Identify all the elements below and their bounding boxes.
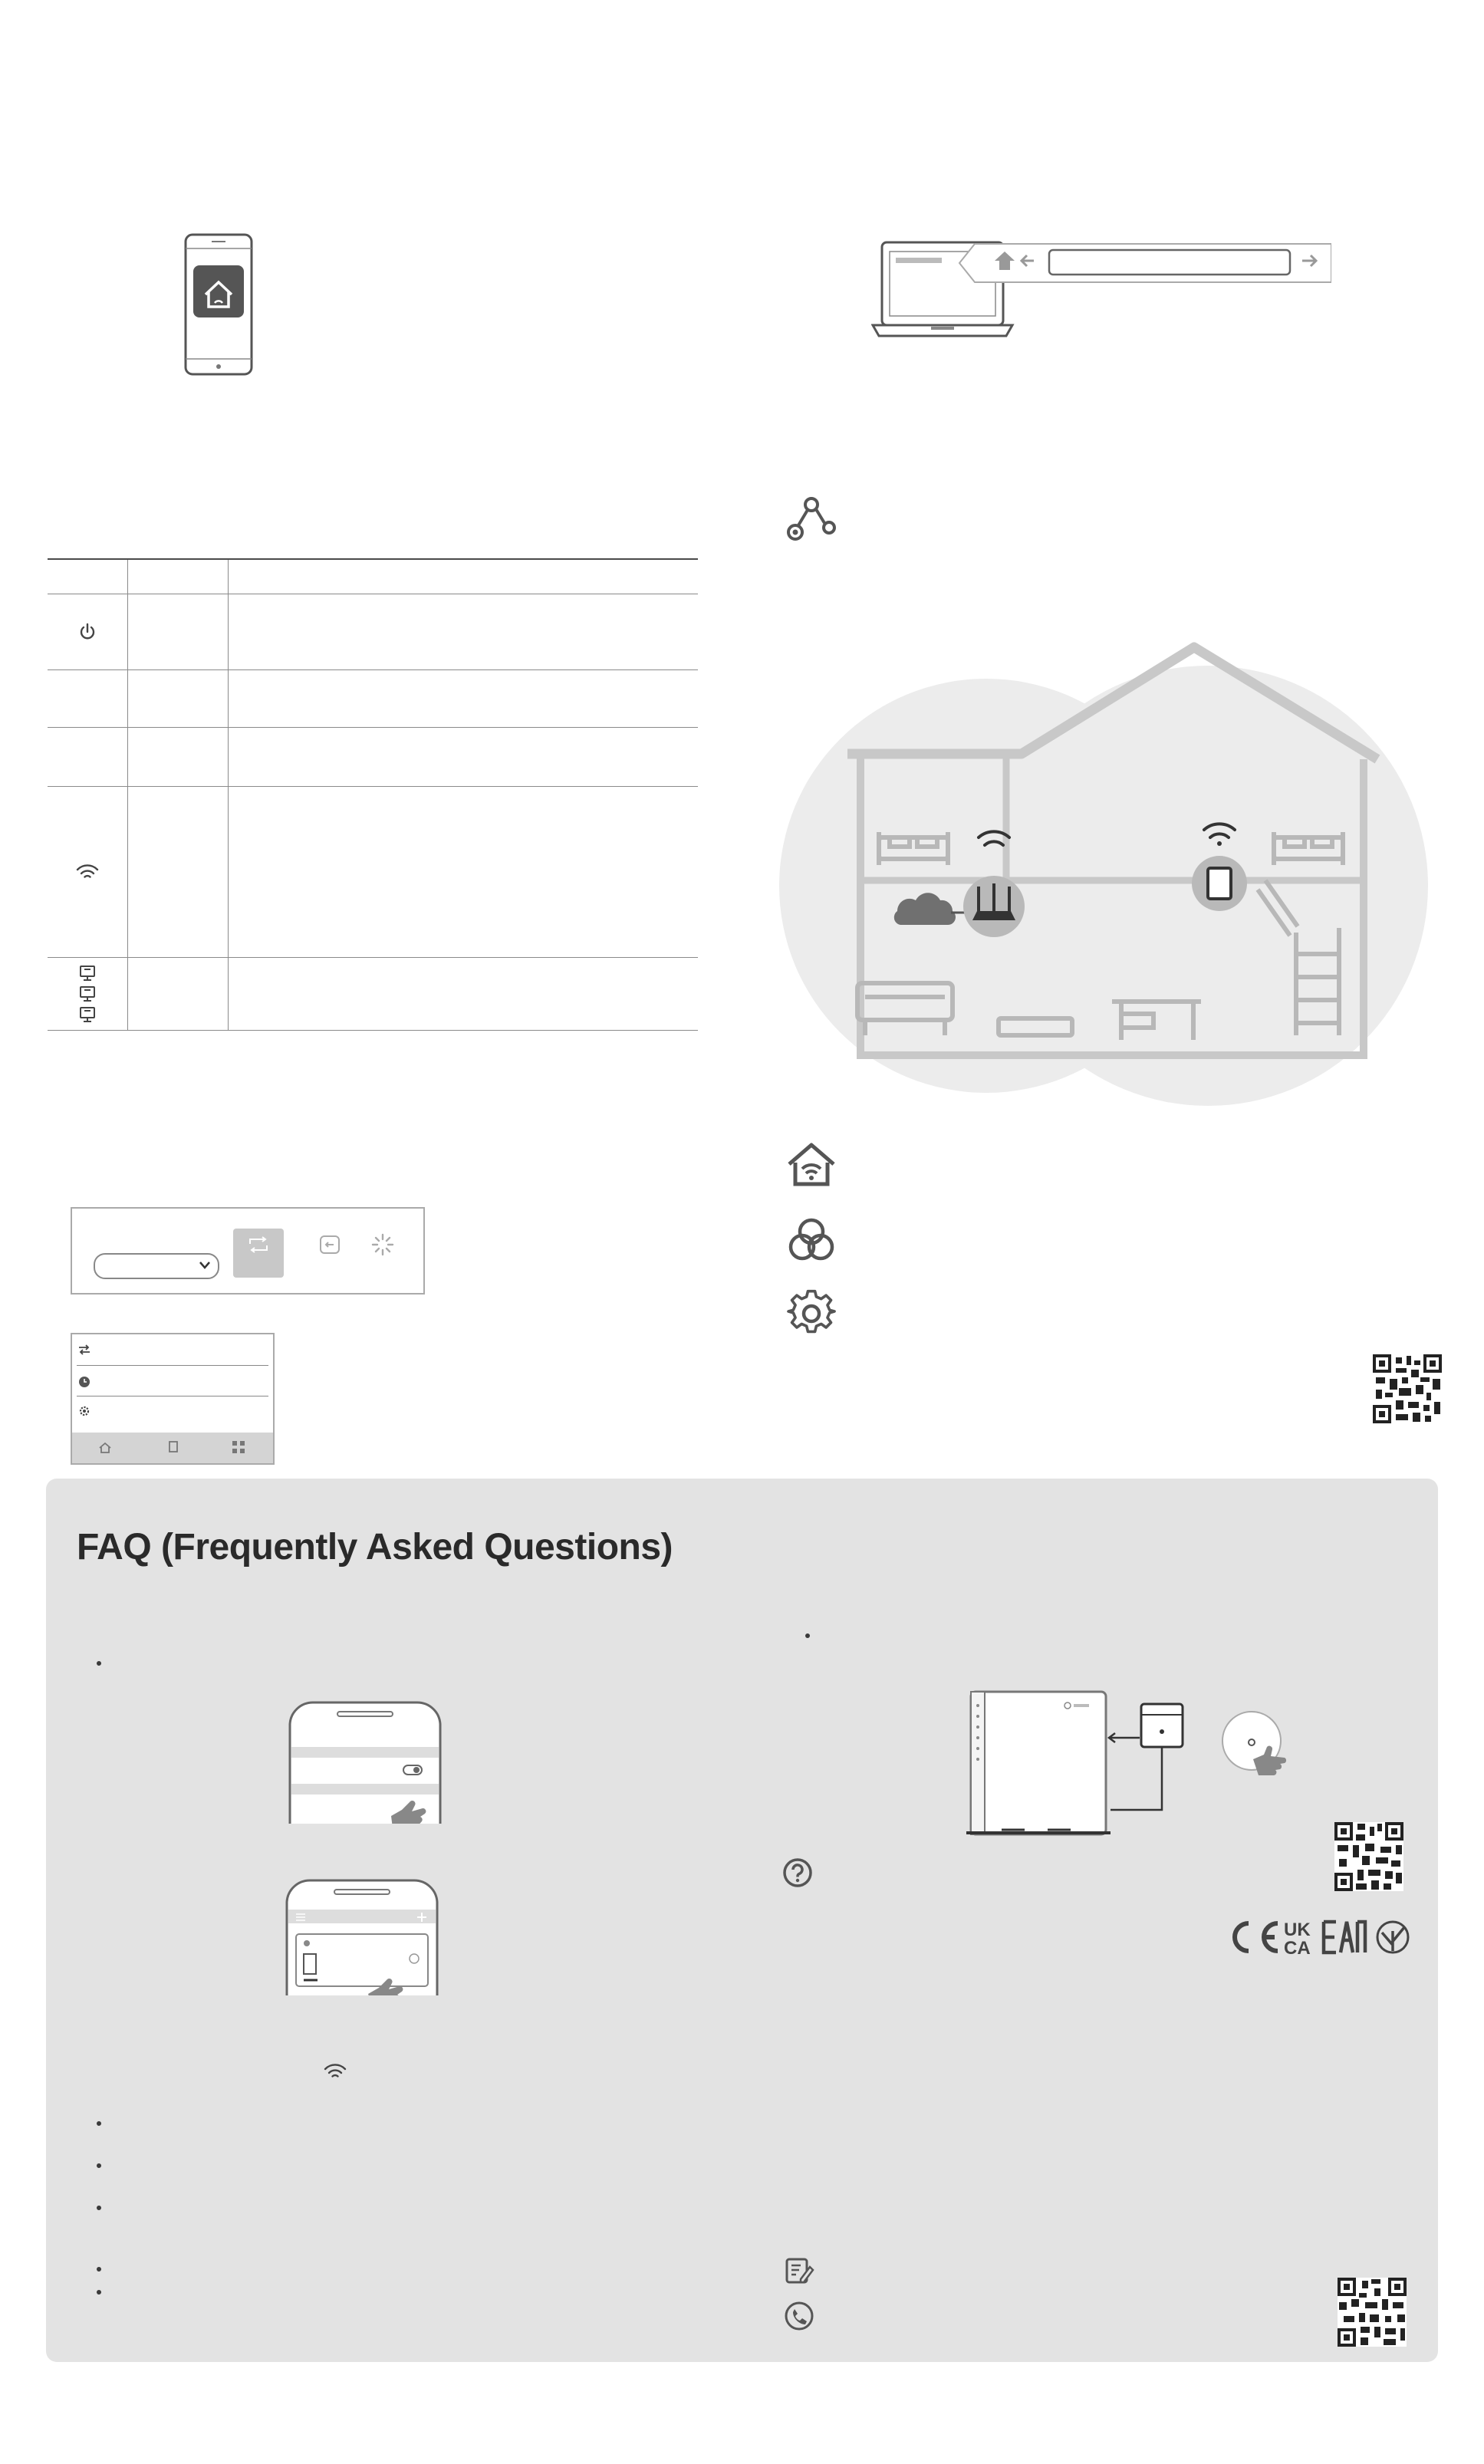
wifi-icon [76, 864, 99, 880]
table-row [48, 594, 698, 670]
svg-text:UK: UK [1284, 1920, 1311, 1940]
device-icon [319, 1235, 341, 1255]
more-icon[interactable] [232, 1440, 245, 1454]
qr-code [1334, 1822, 1403, 1891]
device-tab-icon[interactable] [167, 1440, 179, 1454]
gear-icon [78, 1405, 90, 1417]
loading-spinner-icon [371, 1233, 394, 1256]
bullet [97, 2163, 101, 2168]
home-wifi-icon [786, 1141, 837, 1189]
phone-settings-mockup [288, 1701, 442, 1824]
faq-title: FAQ (Frequently Asked Questions) [77, 1527, 673, 1568]
bullet [97, 1661, 101, 1666]
mode-switch-button[interactable] [233, 1229, 284, 1278]
notes-icon [784, 2255, 814, 2285]
table-header-row [48, 559, 698, 594]
house-coverage-illustration [775, 637, 1449, 1112]
device-select[interactable] [94, 1253, 219, 1279]
phone-device-list-mockup [285, 1879, 439, 1995]
network-nodes-icon [786, 497, 837, 543]
bullet [97, 2290, 101, 2295]
table-row [48, 958, 698, 1031]
menu-item[interactable] [77, 1334, 268, 1366]
bottom-tab-bar [72, 1433, 273, 1463]
switch-arrows-icon [247, 1236, 270, 1253]
phone-icon [784, 2301, 814, 2331]
table-row [48, 728, 698, 787]
table-row [48, 787, 698, 958]
wifi-icon [324, 2063, 347, 2080]
power-icon [79, 623, 96, 641]
menu-item[interactable] [77, 1397, 268, 1426]
chevron-down-icon [199, 1262, 210, 1269]
home-icon[interactable] [98, 1442, 112, 1454]
clock-icon [78, 1376, 90, 1388]
phone-app-illustration [184, 233, 253, 376]
bullet [97, 2267, 101, 2272]
extender-reset-illustration [963, 1686, 1301, 1847]
bullet [97, 2121, 101, 2126]
qr-code [1373, 1354, 1442, 1423]
app-device-card-mockup [71, 1207, 425, 1295]
ethernet-ports-icon [78, 963, 97, 1025]
laptop-browser-illustration [871, 230, 1331, 345]
qr-code [1338, 2278, 1407, 2347]
led-status-table [48, 558, 698, 1031]
bullet [805, 1633, 810, 1638]
bullet [97, 2206, 101, 2210]
faq-section [46, 1479, 1438, 2362]
tri-circles-icon [786, 1216, 837, 1265]
swap-icon [78, 1344, 90, 1355]
table-row [48, 670, 698, 728]
gear-icon [786, 1288, 837, 1339]
svg-text:CA: CA [1284, 1938, 1311, 1959]
certification-marks [1218, 1916, 1410, 1959]
app-menu-mockup [71, 1333, 275, 1465]
menu-item[interactable] [77, 1367, 268, 1396]
help-circle-icon [782, 1857, 813, 1888]
